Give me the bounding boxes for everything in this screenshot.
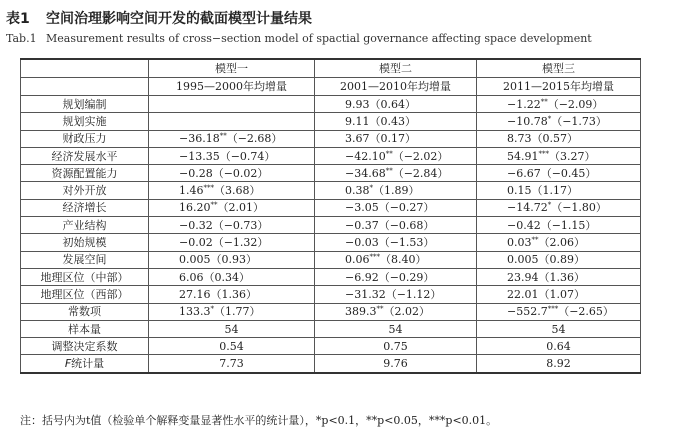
stat-label: 调整决定系数 — [21, 338, 149, 355]
coefficient-cell — [315, 113, 477, 130]
row-label: 地理区位（西部） — [21, 286, 149, 303]
model-3-name: 模型三 — [477, 59, 641, 78]
coefficient-value: 8.73 — [507, 132, 532, 146]
coefficient-value: 9.93 — [345, 97, 370, 111]
t-value: （1.36） — [538, 270, 585, 284]
row-label: 地理区位（中部） — [21, 268, 149, 285]
coefficient-value: 54.91*** — [507, 149, 549, 163]
coefficient-cell — [315, 165, 477, 182]
table-title-text: 空间治理影响空间开发的截面模型计量结果 — [46, 11, 312, 27]
coefficient-cell — [477, 286, 641, 303]
coefficient-value: −0.37 — [345, 218, 379, 232]
model-2-name: 模型二 — [315, 59, 477, 78]
coefficient-cell — [477, 234, 641, 251]
coefficient-value: −1.22** — [507, 97, 548, 111]
t-value: （2.02） — [383, 305, 430, 319]
stat-value: 9.76 — [315, 355, 477, 373]
coefficient-value: 23.94 — [507, 270, 539, 284]
coefficient-value: 389.3** — [345, 305, 384, 319]
stat-value: 0.54 — [149, 338, 315, 355]
t-value: （−2.68） — [226, 132, 283, 146]
t-value: （−0.02） — [212, 166, 269, 180]
t-value: （−0.74） — [219, 149, 276, 163]
stat-value: 54 — [477, 320, 641, 337]
row-label: 资源配置能力 — [21, 165, 149, 182]
t-value: （−0.45） — [540, 166, 597, 180]
coefficient-cell — [315, 217, 477, 234]
coefficient-value: −34.68** — [345, 166, 393, 180]
coefficient-cell — [477, 217, 641, 234]
t-value: （1.36） — [210, 287, 257, 301]
coefficient-value: 1.46*** — [179, 184, 214, 198]
coefficient-cell — [149, 182, 315, 199]
coefficient-value: 0.15 — [507, 184, 532, 198]
table-row — [21, 268, 641, 285]
coefficient-cell — [477, 303, 641, 320]
t-value: （−0.68） — [378, 218, 435, 232]
table-row — [21, 113, 641, 130]
t-value: （0.43） — [369, 114, 416, 128]
coefficient-cell — [477, 268, 641, 285]
table-row — [21, 182, 641, 199]
table-row — [21, 303, 641, 320]
coefficient-cell — [149, 130, 315, 147]
row-label: 经济增长 — [21, 199, 149, 216]
stat-row — [21, 355, 641, 373]
coefficient-cell — [149, 96, 315, 113]
row-label: 初始规模 — [21, 234, 149, 251]
coefficient-cell — [315, 147, 477, 164]
coefficient-value: 0.06*** — [345, 253, 380, 267]
coefficient-value: −6.67 — [507, 166, 541, 180]
coefficient-cell — [477, 251, 641, 268]
coefficient-value: −14.72* — [507, 201, 552, 215]
t-value: （1.77） — [214, 305, 261, 319]
table-row — [21, 165, 641, 182]
t-value: （2.01） — [217, 201, 264, 215]
coefficient-value: 6.06 — [179, 270, 204, 284]
stat-value: 54 — [315, 320, 477, 337]
coefficient-cell — [315, 251, 477, 268]
coefficient-value: −0.02 — [179, 236, 213, 250]
table-title-english — [6, 32, 592, 45]
coefficient-cell — [315, 199, 477, 216]
t-value: （−1.12） — [385, 287, 442, 301]
table-row — [21, 130, 641, 147]
stat-value: 8.92 — [477, 355, 641, 373]
coefficient-value: 3.67 — [345, 132, 370, 146]
stat-value: 7.73 — [149, 355, 315, 373]
coefficient-cell — [477, 113, 641, 130]
stat-label: 样本量 — [21, 320, 149, 337]
coefficient-cell — [149, 251, 315, 268]
stat-value: 0.75 — [315, 338, 477, 355]
t-value: （−0.29） — [378, 270, 435, 284]
results-table — [20, 58, 641, 374]
coefficient-value: −31.32 — [345, 287, 386, 301]
coefficient-value: −42.10** — [345, 149, 393, 163]
table-row — [21, 96, 641, 113]
table-row — [21, 251, 641, 268]
row-label: 产业结构 — [21, 217, 149, 234]
t-value: （0.34） — [203, 270, 250, 284]
coefficient-cell — [477, 165, 641, 182]
t-value: （−1.53） — [378, 236, 435, 250]
coefficient-value: 0.38* — [345, 184, 373, 198]
coefficient-cell — [149, 234, 315, 251]
row-label: 对外开放 — [21, 182, 149, 199]
t-value: （−2.02） — [392, 149, 449, 163]
coefficient-cell — [149, 113, 315, 130]
coefficient-value: 0.03** — [507, 236, 539, 250]
coefficient-cell — [315, 234, 477, 251]
t-value: （−0.27） — [378, 201, 435, 215]
coefficient-cell — [149, 217, 315, 234]
row-label: 规划实施 — [21, 113, 149, 130]
t-value: （−1.32） — [212, 236, 269, 250]
t-value: （−1.73） — [551, 114, 607, 128]
coefficient-cell — [315, 268, 477, 285]
t-value: （1.89） — [373, 184, 420, 198]
coefficient-value: 27.16 — [179, 287, 211, 301]
coefficient-value: 0.005 — [179, 253, 211, 267]
coefficient-cell — [477, 199, 641, 216]
stat-value: 54 — [149, 320, 315, 337]
t-value: （−2.65） — [558, 305, 614, 319]
t-value: （−2.84） — [392, 166, 449, 180]
t-value: （0.93） — [210, 253, 257, 267]
table-number-english: Tab.1 — [6, 32, 37, 45]
coefficient-value: 0.005 — [507, 253, 539, 267]
header-row-models — [21, 59, 641, 78]
t-value: （−2.09） — [547, 97, 604, 111]
coefficient-value: −0.28 — [179, 166, 213, 180]
coefficient-value: −0.03 — [345, 236, 379, 250]
coefficient-value: −6.92 — [345, 270, 379, 284]
t-value: （1.17） — [531, 184, 578, 198]
row-label: 财政压力 — [21, 130, 149, 147]
stat-value: 0.64 — [477, 338, 641, 355]
stat-row — [21, 320, 641, 337]
stat-label: F统计量 — [21, 355, 149, 373]
t-value: （−1.80） — [551, 201, 607, 215]
t-value: （−1.15） — [540, 218, 597, 232]
row-label: 常数项 — [21, 303, 149, 320]
coefficient-value: −10.78* — [507, 114, 552, 128]
coefficient-cell — [315, 96, 477, 113]
row-label: 规划编制 — [21, 96, 149, 113]
t-value: （1.07） — [538, 287, 585, 301]
coefficient-cell — [477, 147, 641, 164]
coefficient-cell — [149, 165, 315, 182]
coefficient-value: 9.11 — [345, 114, 370, 128]
table-number: 表1 — [6, 11, 30, 27]
coefficient-cell — [315, 303, 477, 320]
coefficient-value: −36.18** — [179, 132, 227, 146]
coefficient-value: 133.3* — [179, 305, 214, 319]
coefficient-cell — [149, 268, 315, 285]
row-label: 发展空间 — [21, 251, 149, 268]
coefficient-cell — [477, 96, 641, 113]
t-value: （8.40） — [380, 253, 427, 267]
t-value: （−0.73） — [212, 218, 269, 232]
coefficient-cell — [315, 286, 477, 303]
header-blank — [21, 59, 149, 78]
coefficient-value: −3.05 — [345, 201, 379, 215]
t-value: （0.17） — [369, 132, 416, 146]
coefficient-cell — [149, 199, 315, 216]
coefficient-cell — [315, 130, 477, 147]
t-value: （2.06） — [538, 236, 585, 250]
stat-row — [21, 338, 641, 355]
coefficient-value: 22.01 — [507, 287, 539, 301]
row-label: 经济发展水平 — [21, 147, 149, 164]
coefficient-cell — [149, 303, 315, 320]
t-value: （3.68） — [214, 184, 261, 198]
table-note: 注：括号内为t值（检验单个解释变量显著性水平的统计量），*p<0.1，**p<0.05，***p<0.01。 — [20, 414, 498, 427]
table-row — [21, 147, 641, 164]
coefficient-cell — [149, 286, 315, 303]
table-row — [21, 286, 641, 303]
coefficient-cell — [315, 182, 477, 199]
model-3-period: 2011—2015年均增量 — [477, 78, 641, 96]
table-title-english-text: Measurement results of cross−section model of spactial governance affecting space development — [46, 32, 592, 45]
t-value: （0.64） — [369, 97, 416, 111]
coefficient-value: −552.7*** — [507, 305, 559, 319]
table-row — [21, 199, 641, 216]
table-row — [21, 234, 641, 251]
t-value: （3.27） — [549, 149, 596, 163]
model-2-period: 2001—2010年均增量 — [315, 78, 477, 96]
model-1-period: 1995—2000年均增量 — [149, 78, 315, 96]
t-value: （0.57） — [531, 132, 578, 146]
model-1-name: 模型一 — [149, 59, 315, 78]
coefficient-value: 16.20** — [179, 201, 218, 215]
header-row-periods — [21, 78, 641, 96]
table-title — [6, 8, 312, 28]
coefficient-value: −0.32 — [179, 218, 213, 232]
coefficient-cell — [477, 130, 641, 147]
t-value: （0.89） — [538, 253, 585, 267]
coefficient-value: −13.35 — [179, 149, 220, 163]
header-blank — [21, 78, 149, 96]
coefficient-cell — [149, 147, 315, 164]
coefficient-value: −0.42 — [507, 218, 541, 232]
coefficient-cell — [477, 182, 641, 199]
table-row — [21, 217, 641, 234]
